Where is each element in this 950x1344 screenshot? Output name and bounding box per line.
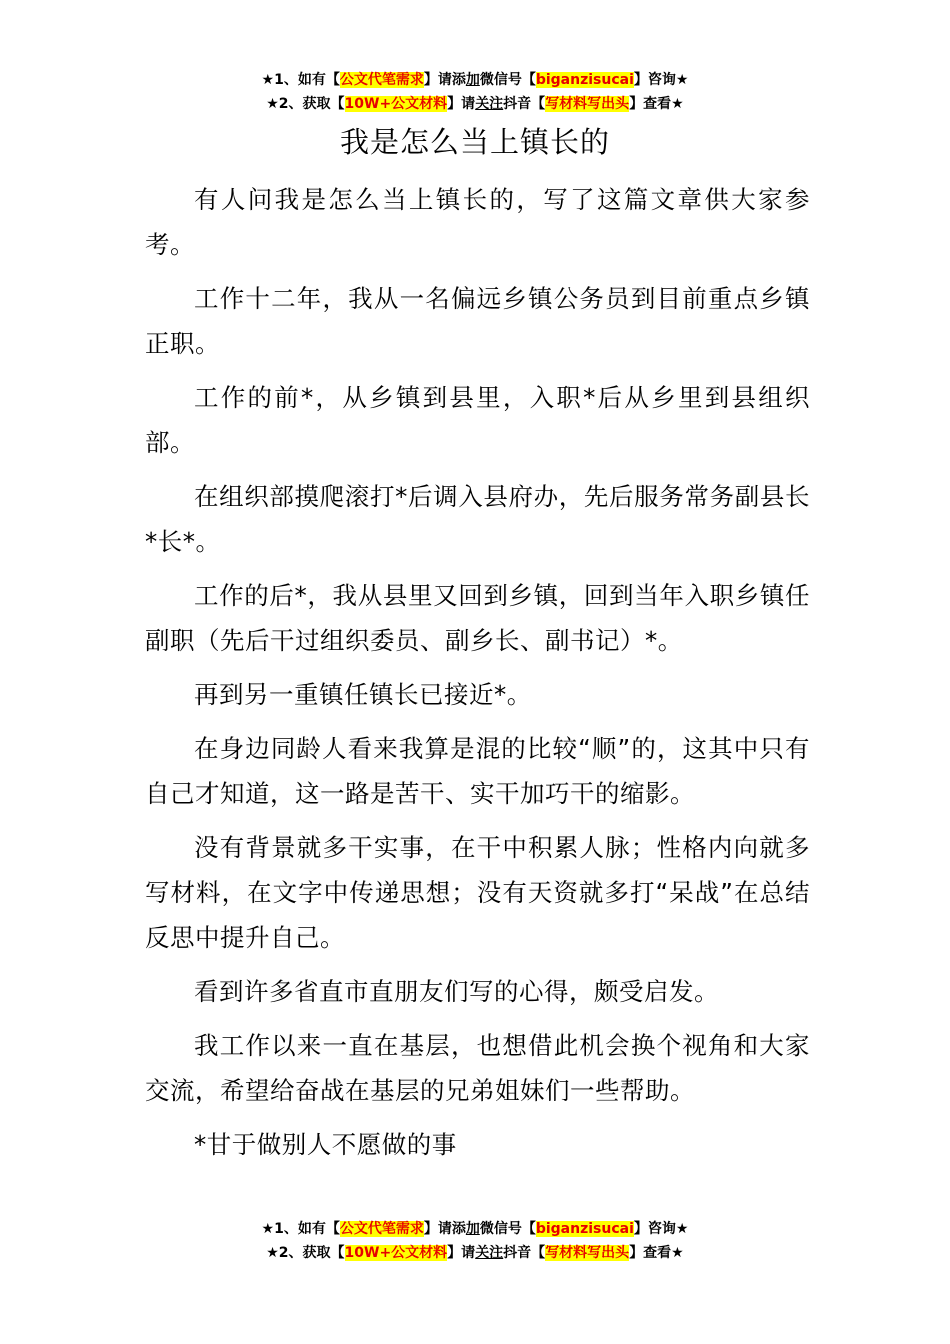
banner-text: ★1、如有【: [261, 1221, 340, 1237]
banner-text: 】请: [447, 96, 476, 112]
banner-underlined-text: 关注: [475, 1245, 504, 1261]
banner-highlight: 公文代笔需求: [339, 1221, 424, 1237]
paragraph: 在身边同龄人看来我算是混的比较“顺”的，这其中只有自己才知道，这一路是苦干、实干加巧干的缩影。: [145, 734, 810, 808]
banner-line-1: [0, 1217, 950, 1241]
banner-highlight: 10W+公文材料: [344, 96, 448, 112]
top-banner: [0, 68, 950, 116]
paragraph: 看到许多省直市直朋友们写的心得，颇受启发。: [194, 977, 719, 1006]
bottom-banner: [0, 1217, 950, 1265]
banner-text: 】查看★: [629, 96, 684, 112]
banner-text: 】查看★: [629, 1245, 684, 1261]
paragraph: 在组织部摸爬滚打*后调入县府办，先后服务常务副县长*长*。: [145, 482, 810, 556]
paragraph: 工作十二年，我从一名偏远乡镇公务员到目前重点乡镇正职。: [145, 284, 810, 358]
banner-douyin-account: 写材料写出头: [545, 96, 630, 112]
banner-text: ★2、获取【: [266, 96, 345, 112]
banner-line-2: [0, 92, 950, 116]
banner-text: 微信号【: [479, 1221, 536, 1237]
paragraph: 有人问我是怎么当上镇长的，写了这篇文章供大家参考。: [145, 185, 810, 259]
section-heading: *甘于做别人不愿做的事: [194, 1130, 457, 1159]
paragraph: 工作的后*，我从县里又回到乡镇，回到当年入职乡镇任副职（先后干过组织委员、副乡长、副书记）*。: [145, 581, 810, 655]
banner-wechat-id: biganzisucai: [535, 72, 634, 88]
paragraph: 再到另一重镇任镇长已接近*。: [194, 680, 532, 709]
paragraph: 工作的前*，从乡镇到县里，入职*后从乡里到县组织部。: [145, 383, 810, 457]
paragraph: 没有背景就多干实事，在干中积累人脉；性格内向就多写材料，在文字中传递思想；没有天资就多打“呆战”在总结反思中提升自己。: [145, 833, 810, 952]
banner-text: 】请添: [423, 1221, 466, 1237]
banner-text: 抖音【: [503, 96, 546, 112]
document-body: [145, 177, 810, 1176]
document-title: 我是怎么当上镇长的: [339, 125, 610, 159]
banner-douyin-account: 写材料写出头: [545, 1245, 630, 1261]
banner-text: ★1、如有【: [261, 72, 340, 88]
paragraph: 我工作以来一直在基层，也想借此机会换个视角和大家交流，希望给奋战在基层的兄弟姐妹们一些帮助。: [145, 1031, 810, 1105]
banner-text: 】咨询★: [633, 1221, 689, 1237]
banner-highlight: 10W+公文材料: [344, 1245, 448, 1261]
banner-text: ★2、获取【: [266, 1245, 345, 1261]
banner-underlined-text: 加: [465, 72, 480, 88]
banner-underlined-text: 关注: [475, 96, 504, 112]
banner-line-2: [0, 1241, 950, 1265]
banner-highlight: 公文代笔需求: [339, 72, 424, 88]
banner-line-1: [0, 68, 950, 92]
banner-text: 】咨询★: [633, 72, 689, 88]
banner-text: 】请添: [423, 72, 466, 88]
banner-wechat-id: biganzisucai: [535, 1221, 634, 1237]
banner-text: 】请: [447, 1245, 476, 1261]
banner-underlined-text: 加: [465, 1221, 480, 1237]
banner-text: 抖音【: [503, 1245, 546, 1261]
banner-text: 微信号【: [479, 72, 536, 88]
